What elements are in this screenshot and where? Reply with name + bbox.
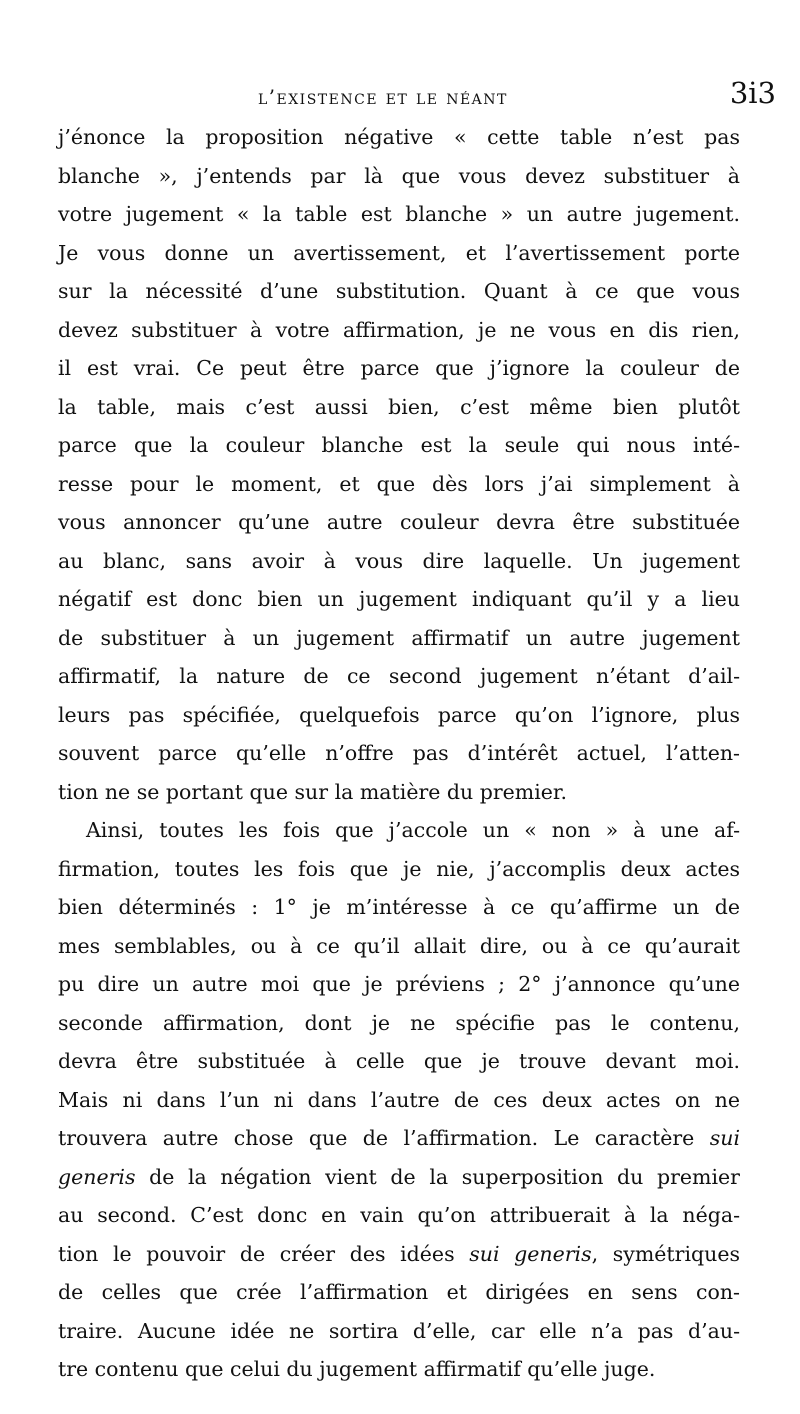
page-number: 3i3 <box>729 76 776 110</box>
text-line: resse pour le moment, et que dès lors j’ai simplement à <box>58 471 740 496</box>
body-text <box>58 118 740 1389</box>
text-line: tion ne se portant que sur la matière du premier. <box>58 779 567 804</box>
text-line: seconde affirmation, dont je ne spécifie pas le contenu, <box>58 1010 740 1035</box>
text-line <box>58 1235 740 1274</box>
text-line <box>58 1158 740 1197</box>
text-line: blanche », j’entends par là que vous devez substituer à <box>58 163 740 188</box>
text-line: devez substituer à votre affirmation, je ne vous en dis rien, <box>58 317 740 342</box>
text-line: leurs pas spécifiée, quelquefois parce qu’on l’ignore, plus <box>58 702 740 727</box>
text-line: Je vous donne un avertissement, et l’avertissement porte <box>58 240 740 265</box>
text-line: parce que la couleur blanche est la seule qui nous inté- <box>58 433 740 457</box>
text-segment: de la négation vient de la superposition du premier <box>135 1164 740 1189</box>
text-line: il est vrai. Ce peut être parce que j’ignore la couleur de <box>58 356 740 380</box>
italic-term: sui generis <box>469 1241 592 1266</box>
text-line: votre jugement « la table est blanche » un autre jugement. <box>58 202 740 226</box>
text-line <box>58 1119 740 1158</box>
text-line: au second. C’est donc en vain qu’on attribuerait à la néga- <box>58 1203 740 1227</box>
text-line: Mais ni dans l’un ni dans l’autre de ces deux actes on ne <box>58 1087 740 1112</box>
text-line: j’énonce la proposition négative « cette table n’est pas <box>58 125 740 149</box>
text-line: négatif est donc bien un jugement indiquant qu’il y a lieu <box>58 587 740 611</box>
text-segment: trouvera autre chose que de l’affirmation. Le caractère <box>58 1126 710 1150</box>
text-line: de substituer à un jugement affirmatif un autre jugement <box>58 625 740 650</box>
text-line: traire. Aucune idée ne sortira d’elle, car elle n’a pas d’au- <box>58 1318 740 1343</box>
text-segment: , symétriques <box>591 1241 740 1266</box>
text-line: la table, mais c’est aussi bien, c’est même bien plutôt <box>58 394 740 419</box>
text-line: pu dire un autre moi que je préviens ; 2° j’annonce qu’une <box>58 972 740 996</box>
italic-term: sui <box>709 1126 740 1150</box>
text-line: mes semblables, ou à ce qu’il allait dire, ou à ce qu’aurait <box>58 933 740 958</box>
text-line: Ainsi, toutes les fois que j’accole un « non » à une af- <box>86 818 740 842</box>
text-line: vous annoncer qu’une autre couleur devra être substituée <box>58 510 740 534</box>
text-line: au blanc, sans avoir à vous dire laquelle. Un jugement <box>58 548 740 573</box>
running-title: l’existence et le néant <box>258 86 508 109</box>
text-line: bien déterminés : 1° je m’intéresse à ce qu’affirme un de <box>58 895 740 919</box>
text-segment: tion le pouvoir de créer des idées <box>58 1241 470 1266</box>
text-line: firmation, toutes les fois que je nie, j’accomplis deux actes <box>58 856 740 881</box>
text-line: affirmatif, la nature de ce second jugement n’étant d’ail- <box>58 664 740 688</box>
text-line: souvent parce qu’elle n’offre pas d’intérêt actuel, l’atten- <box>58 741 740 765</box>
italic-term: generis <box>58 1164 136 1189</box>
running-head <box>60 74 782 114</box>
text-line: devra être substituée à celle que je trouve devant moi. <box>58 1049 740 1073</box>
text-line: sur la nécessité d’une substitution. Quant à ce que vous <box>58 279 740 303</box>
text-line: tre contenu que celui du jugement affirmatif qu’elle juge. <box>58 1357 656 1381</box>
text-line: de celles que crée l’affirmation et dirigées en sens con- <box>58 1280 740 1304</box>
